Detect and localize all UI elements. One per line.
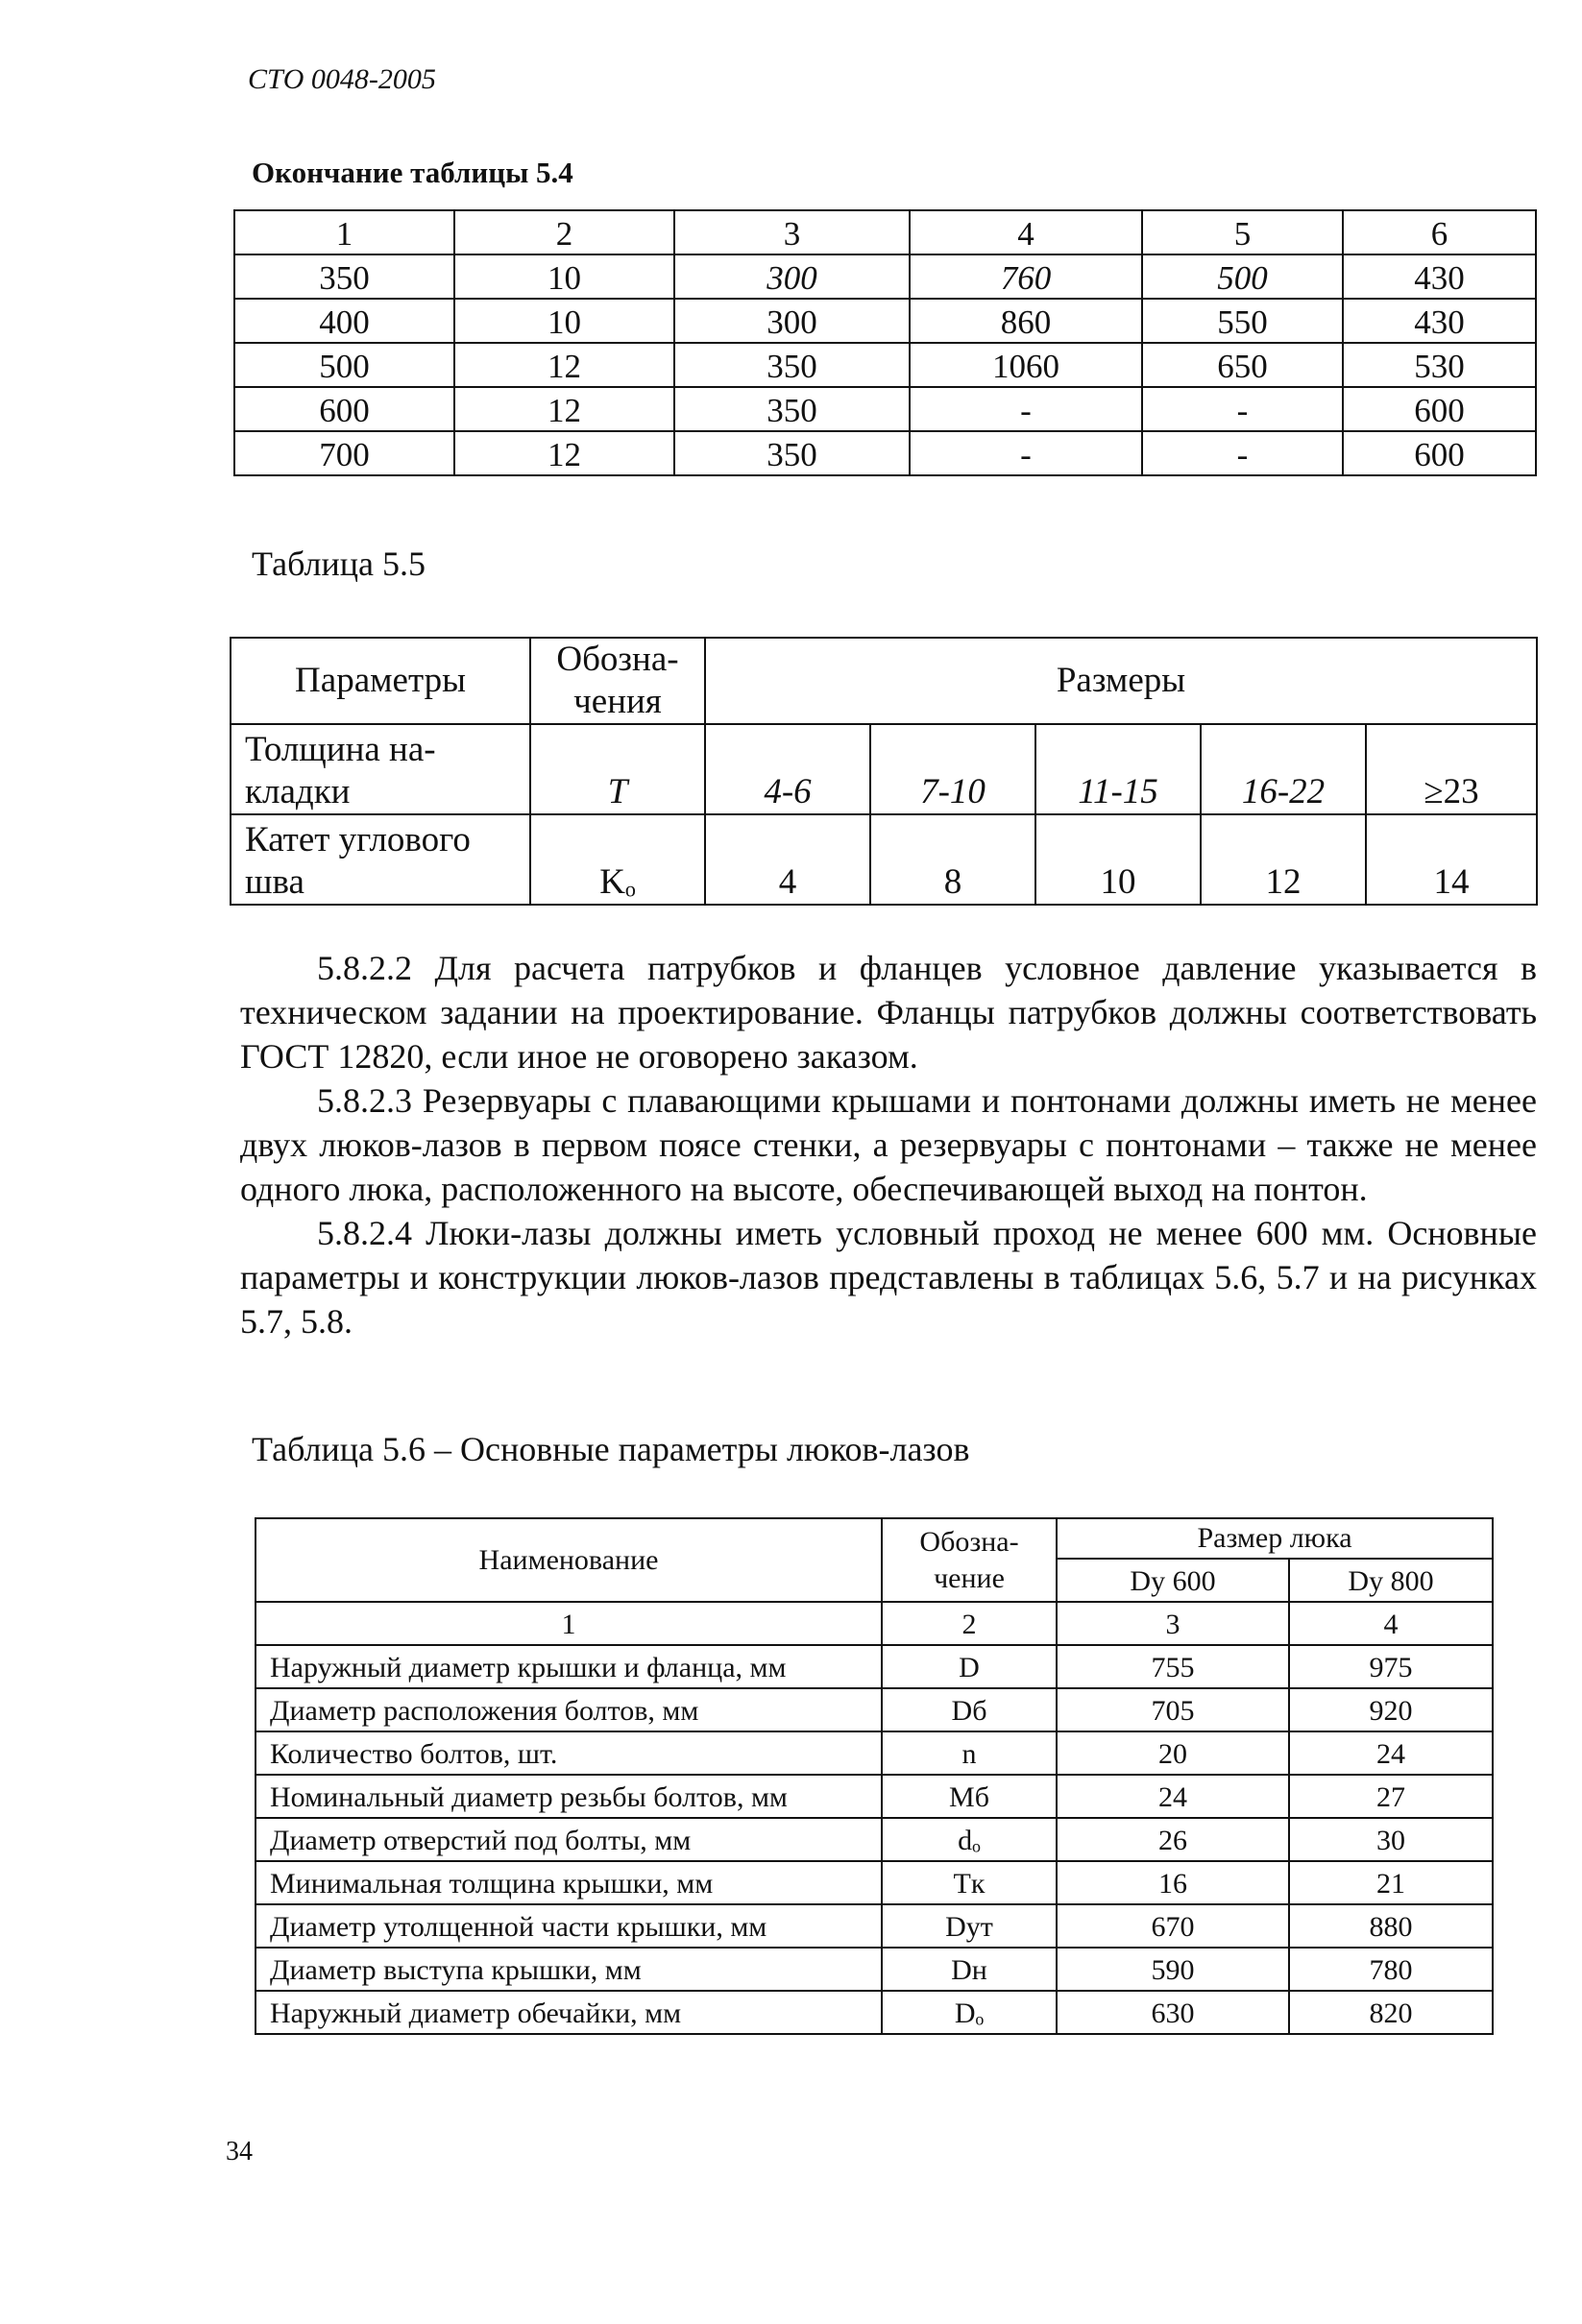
table-cell: Dₒ [882, 1991, 1057, 2034]
table-row [256, 1818, 1493, 1861]
table-cell: 590 [1057, 1948, 1289, 1991]
table-cell: 920 [1289, 1688, 1493, 1731]
table-5-6 [255, 1517, 1494, 2035]
table-cell: 430 [1343, 254, 1536, 299]
table-cell: 550 [1142, 299, 1343, 343]
table-cell: 670 [1057, 1904, 1289, 1948]
table-cell: - [1142, 431, 1343, 475]
header-cell-size: Размер люка [1057, 1518, 1493, 1559]
table-cell: 300 [674, 299, 910, 343]
table-cell: 10 [454, 254, 674, 299]
table-cell: 650 [1142, 343, 1343, 387]
table-row [234, 254, 1536, 299]
table-cell: 860 [910, 299, 1142, 343]
paragraph: 5.8.2.4 Люки-лазы должны иметь условный проход не менее 600 мм. Основные параметры и конструкции люков-лазов представлены в таблицах 5.6, 5.7 и на рисунках 5.7, 5.8. [240, 1214, 1537, 1341]
header-cell-params: Параметры [231, 638, 530, 724]
table-cell: 12 [454, 431, 674, 475]
param-name: Толщина на- кладки [231, 724, 530, 814]
table-cell: 4-6 [705, 724, 870, 814]
column-number: 1 [256, 1602, 882, 1645]
table-cell: Диаметр утолщенной части крышки, мм [256, 1904, 882, 1948]
table-cell: 12 [454, 343, 674, 387]
table-cell: Диаметр расположения болтов, мм [256, 1688, 882, 1731]
table-row [234, 387, 1536, 431]
table-5-4-caption: Окончание таблицы 5.4 [252, 156, 573, 189]
table-cell: Наружный диаметр крышки и фланца, мм [256, 1645, 882, 1688]
table-cell: Номинальный диаметр резьбы болтов, мм [256, 1775, 882, 1818]
table-5-6-caption: Таблица 5.6 – Основные параметры люков-лазов [252, 1430, 970, 1468]
table-cell: 500 [1142, 254, 1343, 299]
table-cell: 26 [1057, 1818, 1289, 1861]
table-cell: 600 [1343, 431, 1536, 475]
table-cell: 300 [674, 254, 910, 299]
table-5-4 [233, 209, 1537, 476]
table-cell: Наружный диаметр обечайки, мм [256, 1991, 882, 2034]
table-header-row [234, 210, 1536, 254]
table-cell: Dут [882, 1904, 1057, 1948]
param-name: Катет углового шва [231, 814, 530, 905]
table-cell: 10 [454, 299, 674, 343]
table-cell: 530 [1343, 343, 1536, 387]
table-row [256, 1688, 1493, 1731]
header-cell-sizes: Размеры [705, 638, 1537, 724]
table-number-row [256, 1602, 1493, 1645]
table-cell: Dн [882, 1948, 1057, 1991]
table-header-row [256, 1518, 1493, 1559]
table-cell: 8 [870, 814, 1035, 905]
header-cell-designation: Обозна- чения [530, 638, 705, 724]
table-cell: 350 [674, 431, 910, 475]
column-number: 2 [882, 1602, 1057, 1645]
table-row [231, 724, 1537, 814]
header-cell-dy600: Dу 600 [1057, 1559, 1289, 1602]
header-cell-dy800: Dу 800 [1289, 1559, 1493, 1602]
table-cell: Минимальная толщина крышки, мм [256, 1861, 882, 1904]
table-cell: 600 [1343, 387, 1536, 431]
paragraph: 5.8.2.2 Для расчета патрубков и фланцев условное давление указывается в техническом задании на проектирование. Фланцы патрубков должны соответствовать ГОСТ 12820, если иное не оговорено заказом. [240, 949, 1537, 1076]
table-cell: 760 [910, 254, 1142, 299]
table-cell: 975 [1289, 1645, 1493, 1688]
table-row [256, 1991, 1493, 2034]
table-cell: - [910, 387, 1142, 431]
table-cell: 27 [1289, 1775, 1493, 1818]
header-cell-designation: Обозна- чение [882, 1518, 1057, 1602]
table-cell: 11-15 [1035, 724, 1201, 814]
table-row [256, 1948, 1493, 1991]
table-cell: 400 [234, 299, 454, 343]
designation: Kₒ [530, 814, 705, 905]
page-number: 34 [226, 2137, 253, 2167]
table-cell: Количество болтов, шт. [256, 1731, 882, 1775]
header-cell: 2 [454, 210, 674, 254]
table-cell: 705 [1057, 1688, 1289, 1731]
table-cell: 430 [1343, 299, 1536, 343]
table-cell: 24 [1289, 1731, 1493, 1775]
table-cell: 1060 [910, 343, 1142, 387]
table-cell: 21 [1289, 1861, 1493, 1904]
table-cell: Диаметр выступа крышки, мм [256, 1948, 882, 1991]
table-cell: n [882, 1731, 1057, 1775]
body-text [240, 946, 1537, 1344]
table-row [256, 1645, 1493, 1688]
table-cell: 700 [234, 431, 454, 475]
table-cell: 820 [1289, 1991, 1493, 2034]
column-number: 3 [1057, 1602, 1289, 1645]
paragraph: 5.8.2.3 Резервуары с плавающими крышами и понтонами должны иметь не менее двух люков-лазов в первом поясе стенки, а резервуары с понтонами – также не менее одного люка, расположенного на высоте, обеспечивающей выход на понтон. [240, 1081, 1537, 1208]
table-cell: 350 [674, 343, 910, 387]
header-cell: 1 [234, 210, 454, 254]
table-cell: 7-10 [870, 724, 1035, 814]
header-cell: 5 [1142, 210, 1343, 254]
document-code: СТО 0048-2005 [248, 63, 436, 95]
table-row [256, 1731, 1493, 1775]
table-row [234, 299, 1536, 343]
table-cell: 24 [1057, 1775, 1289, 1818]
table-5-5 [230, 637, 1538, 906]
table-cell: Dб [882, 1688, 1057, 1731]
designation: T [530, 724, 705, 814]
table-cell: 14 [1366, 814, 1537, 905]
table-row [256, 1775, 1493, 1818]
table-cell: dₒ [882, 1818, 1057, 1861]
table-cell: Mб [882, 1775, 1057, 1818]
table-cell: D [882, 1645, 1057, 1688]
table-row [234, 343, 1536, 387]
table-row [231, 814, 1537, 905]
table-cell: 12 [1201, 814, 1366, 905]
table-header-row [231, 638, 1537, 724]
table-cell: 780 [1289, 1948, 1493, 1991]
table-cell: 630 [1057, 1991, 1289, 2034]
table-cell: 30 [1289, 1818, 1493, 1861]
table-cell: 16 [1057, 1861, 1289, 1904]
table-cell: Диаметр отверстий под болты, мм [256, 1818, 882, 1861]
table-cell: 880 [1289, 1904, 1493, 1948]
column-number: 4 [1289, 1602, 1493, 1645]
table-cell: 755 [1057, 1645, 1289, 1688]
header-cell: 4 [910, 210, 1142, 254]
table-cell: 12 [454, 387, 674, 431]
table-cell: 4 [705, 814, 870, 905]
table-cell: Tк [882, 1861, 1057, 1904]
table-cell: - [1142, 387, 1343, 431]
table-5-5-caption: Таблица 5.5 [252, 545, 426, 583]
table-row [234, 431, 1536, 475]
table-cell: 20 [1057, 1731, 1289, 1775]
table-cell: 350 [674, 387, 910, 431]
table-cell: 16-22 [1201, 724, 1366, 814]
table-cell: 10 [1035, 814, 1201, 905]
header-cell: 6 [1343, 210, 1536, 254]
table-row [256, 1861, 1493, 1904]
header-cell-name: Наименование [256, 1518, 882, 1602]
table-cell: 500 [234, 343, 454, 387]
header-cell: 3 [674, 210, 910, 254]
table-cell: - [910, 431, 1142, 475]
table-cell: ≥23 [1366, 724, 1537, 814]
table-cell: 350 [234, 254, 454, 299]
table-cell: 600 [234, 387, 454, 431]
table-row [256, 1904, 1493, 1948]
